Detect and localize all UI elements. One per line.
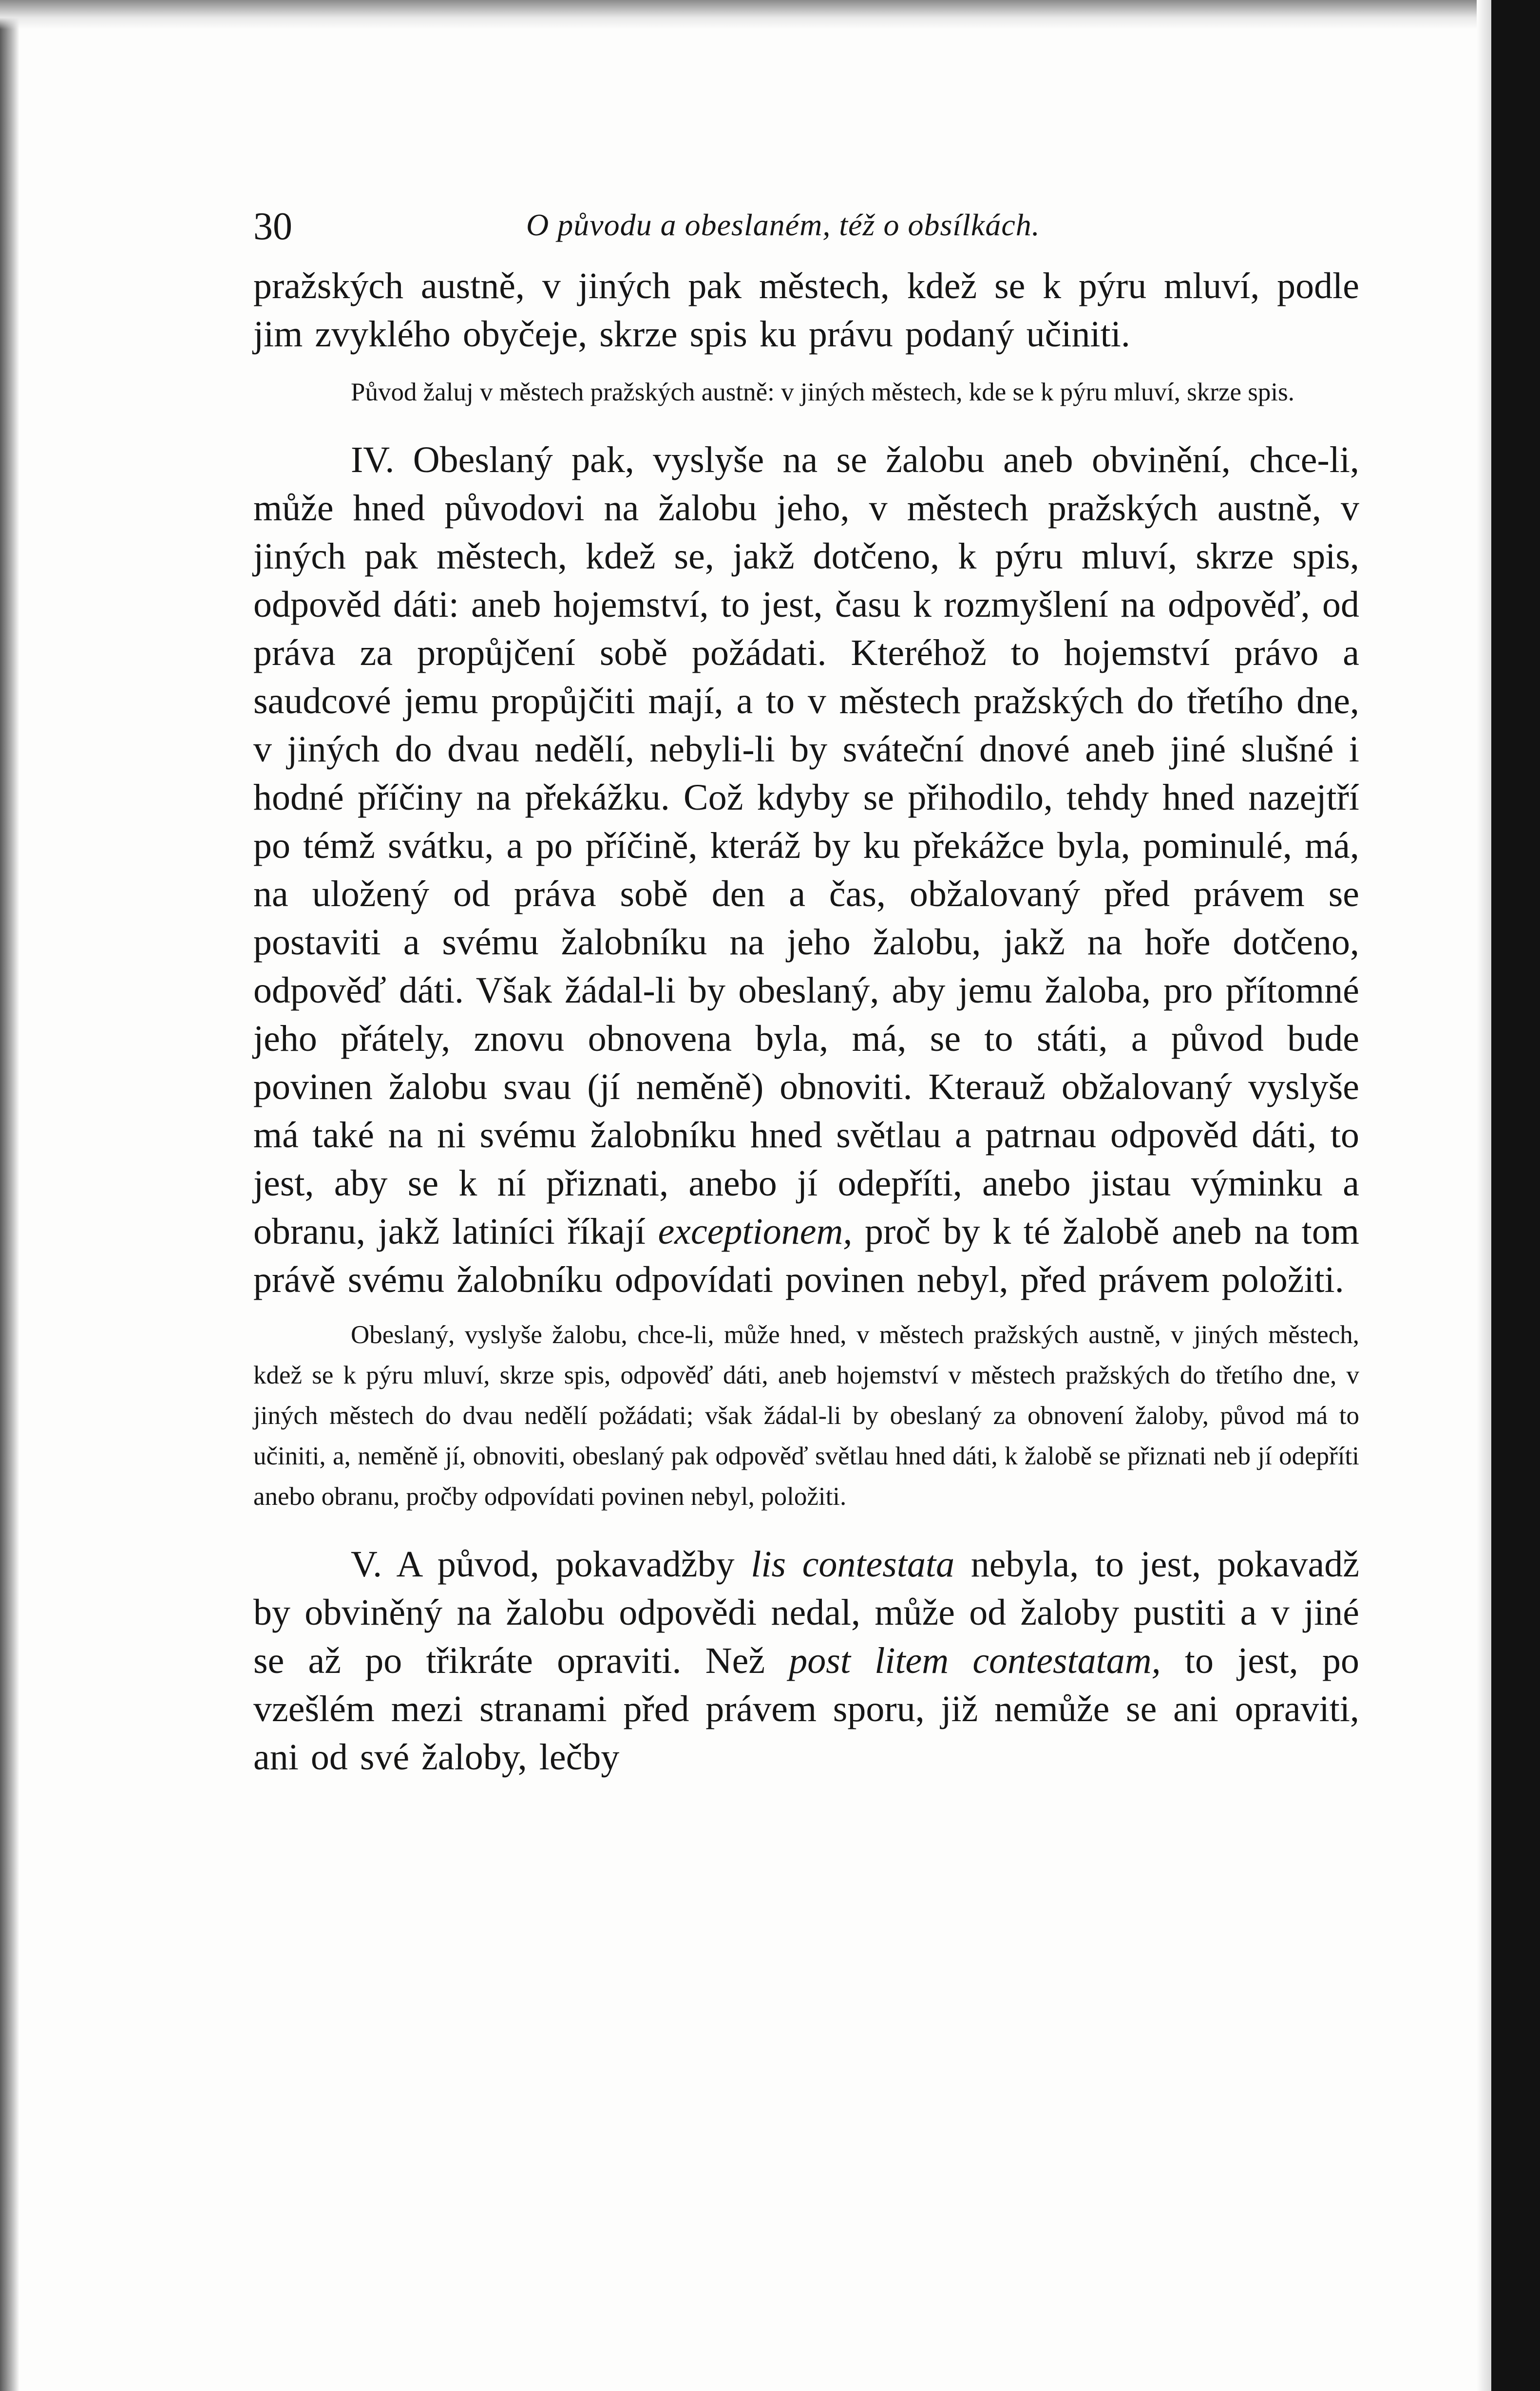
margin-summary-1 <box>253 372 1359 413</box>
paragraph-text: V. A původ, pokavadžby <box>351 1544 735 1585</box>
paragraph-text-after-2: to jest, po vzešlém mezi stranami před právem sporu, již nemůže se ani opraviti, ani od své žaloby, lečby <box>253 1640 1360 1778</box>
page-header <box>253 195 1359 258</box>
paragraph-text: pražských austně, v jiných pak městech, kdež se k pýru mluví, podle jim zvyklého obyčeje, skrze spis ku právu podaný učiniti. <box>253 266 1359 355</box>
book-page <box>253 195 1359 1782</box>
paragraph-continuation <box>253 262 1359 359</box>
summary-text: Původ žaluj v městech pražských austně: v jiných městech, kde se k pýru mluví, skrze spis. <box>351 378 1295 406</box>
scan-top-edge <box>0 0 1510 29</box>
scan-left-edge <box>0 0 19 2391</box>
margin-summary-2 <box>253 1315 1359 1517</box>
paragraph-section-iv <box>253 436 1359 1304</box>
scan-right-gap <box>1477 0 1491 2391</box>
running-title: O původu a obeslaném, též o obsílkách. <box>526 208 1040 242</box>
paragraph-section-v <box>253 1540 1359 1782</box>
scan-right-edge <box>1491 0 1540 2391</box>
italic-term: exceptionem, <box>658 1211 853 1252</box>
paragraph-text-after: proč by k té žalobě aneb na tom právě svému žalobníku odpovídati povinen nebyl, před právem položiti. <box>253 1211 1360 1300</box>
paragraph-text-after: nebyla, to jest, pokavadž by obviněný na žalobu odpovědi nedal, může od žaloby pustiti a v jiné se až po třikráte opraviti. Než <box>253 1544 1359 1681</box>
paragraph-text: IV. Obeslaný pak, vyslyše na se žalobu aneb obvinění, chce-li, může hned původovi na žalobu jeho, v městech pražských austně, v jiných pak městech, kdež se, jakž dotčeno, k pýru mluví, skrze spis, odpověd dáti: aneb hojemství, to jest, času k rozmyšlení na odpověď, od práva za propůjčení sobě požádati. Kteréhož to hojemství právo a saudcové jemu propůjčiti mají, a to v městech pražských do třetího dne, v jiných do dvau nedělí, nebyli-li by sváteční dnové aneb jiné slušné i hodné příčiny na překážku. Což kdyby se přihodilo, tehdy hned nazejtří po témž svátku, a po příčině, kteráž by ku překážce byla, pominulé, má, na uložený od práva sobě den a čas, obžalovaný před právem se postaviti a svému žalobníku na jeho žalobu, jakž na hoře dotčeno, odpověď dáti. Však žádal-li by obeslaný, aby jemu žaloba, pro přítomné jeho přátely, znovu obnovena byla, má, se to státi, a původ bude povinen žalobu svau (jí neměně) obnoviti. Kterauž obžalovaný vyslyše má také na ni svému žalobníku hned světlau a patrnau odpověd dáti, to jest, aby se k ní přiznati, anebo jí odepříti, anebo jistau výminku a obranu, jakž latiníci říkají <box>253 439 1359 1252</box>
italic-term-2: post litem contestatam, <box>789 1640 1161 1681</box>
summary-text: Obeslaný, vyslyše žalobu, chce-li, může hned, v městech pražských austně, v jiných městech, kdež se k pýru mluví, skrze spis, odpověď dáti, aneb hojemství v městech pražských do třetího dne, v jiných městech do dvau nedělí požádati; však žádal-li by obeslaný za obnovení žaloby, původ má to učiniti, a, neměně jí, obnoviti, obeslaný pak odpověď světlau hned dáti, k žalobě se přiznati neb jí odepříti anebo obranu, pročby odpovídati povinen nebyl, položiti. <box>253 1321 1359 1511</box>
page-number: 30 <box>253 205 292 248</box>
italic-term: lis contestata <box>751 1544 955 1585</box>
